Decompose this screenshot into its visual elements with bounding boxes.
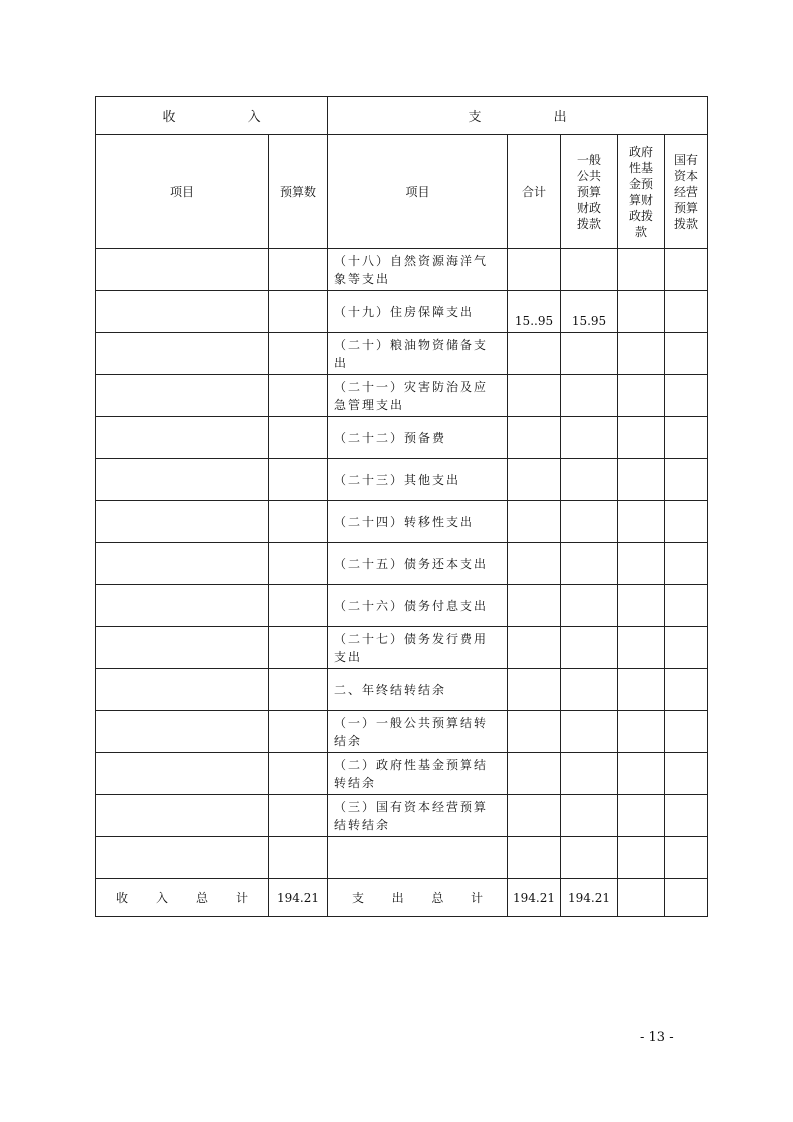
- table-row: [96, 291, 708, 333]
- table-row: [96, 669, 708, 711]
- table-row: [96, 249, 708, 291]
- budget-amount-header: 预算数: [269, 135, 328, 249]
- table-row: [96, 417, 708, 459]
- total-header: 合计: [508, 135, 561, 249]
- table-row: [96, 543, 708, 585]
- expense-item-cell: （十八）自然资源海洋气象等支出: [328, 249, 508, 291]
- table-row: [96, 627, 708, 669]
- general-cell: 15.95: [561, 291, 618, 333]
- state-capital-header: [665, 135, 708, 249]
- income-total-label: 收入总计: [96, 879, 269, 917]
- table-row: [96, 795, 708, 837]
- expense-item-header: 项目: [328, 135, 508, 249]
- table-row: [96, 753, 708, 795]
- page-number: - 13 -: [640, 1030, 674, 1045]
- table-row: [96, 333, 708, 375]
- gov-fund-label: 政府性基金预算财政拨款: [629, 144, 654, 239]
- table-row: [96, 711, 708, 753]
- gov-fund-header: [618, 135, 665, 249]
- income-total-value: 194.21: [269, 879, 328, 917]
- table-row: [96, 459, 708, 501]
- general-public-header: [561, 135, 618, 249]
- income-item-header: 项目: [96, 135, 269, 249]
- table-row: [96, 501, 708, 543]
- expense-item-cell: （二）政府性基金预算结转结余: [328, 753, 508, 795]
- expense-item-cell: （二十三）其他支出: [328, 459, 508, 501]
- expense-total-label: 支出总计: [328, 879, 508, 917]
- expense-item-cell: [328, 837, 508, 879]
- expense-item-cell: 二、年终结转结余: [328, 669, 508, 711]
- expense-total-value: 194.21: [508, 879, 561, 917]
- expense-item-cell: （二十七）债务发行费用支出: [328, 627, 508, 669]
- expense-item-cell: （二十五）债务还本支出: [328, 543, 508, 585]
- table-row: [96, 375, 708, 417]
- expense-item-cell: （二十一）灾害防治及应急管理支出: [328, 375, 508, 417]
- table-row: [96, 837, 708, 879]
- state-capital-label: 国有资本经营预算拨款: [674, 152, 699, 231]
- expense-item-cell: （二十二）预备费: [328, 417, 508, 459]
- expense-general-total-value: 194.21: [561, 879, 618, 917]
- expense-item-cell: （一）一般公共预算结转结余: [328, 711, 508, 753]
- expense-item-cell: （十九）住房保障支出: [328, 291, 508, 333]
- expense-item-cell: （二十四）转移性支出: [328, 501, 508, 543]
- general-public-label: 一般公共预算财政拨款: [577, 152, 602, 231]
- table-row: [96, 585, 708, 627]
- expense-item-cell: （三）国有资本经营预算结转结余: [328, 795, 508, 837]
- total-cell: 15..95: [508, 291, 561, 333]
- budget-table: [95, 96, 708, 917]
- expense-section-header: 支 出: [328, 97, 708, 135]
- expense-item-cell: （二十）粮油物资储备支出: [328, 333, 508, 375]
- income-section-header: 收 入: [96, 97, 328, 135]
- expense-item-cell: （二十六）债务付息支出: [328, 585, 508, 627]
- totals-row: [96, 879, 708, 917]
